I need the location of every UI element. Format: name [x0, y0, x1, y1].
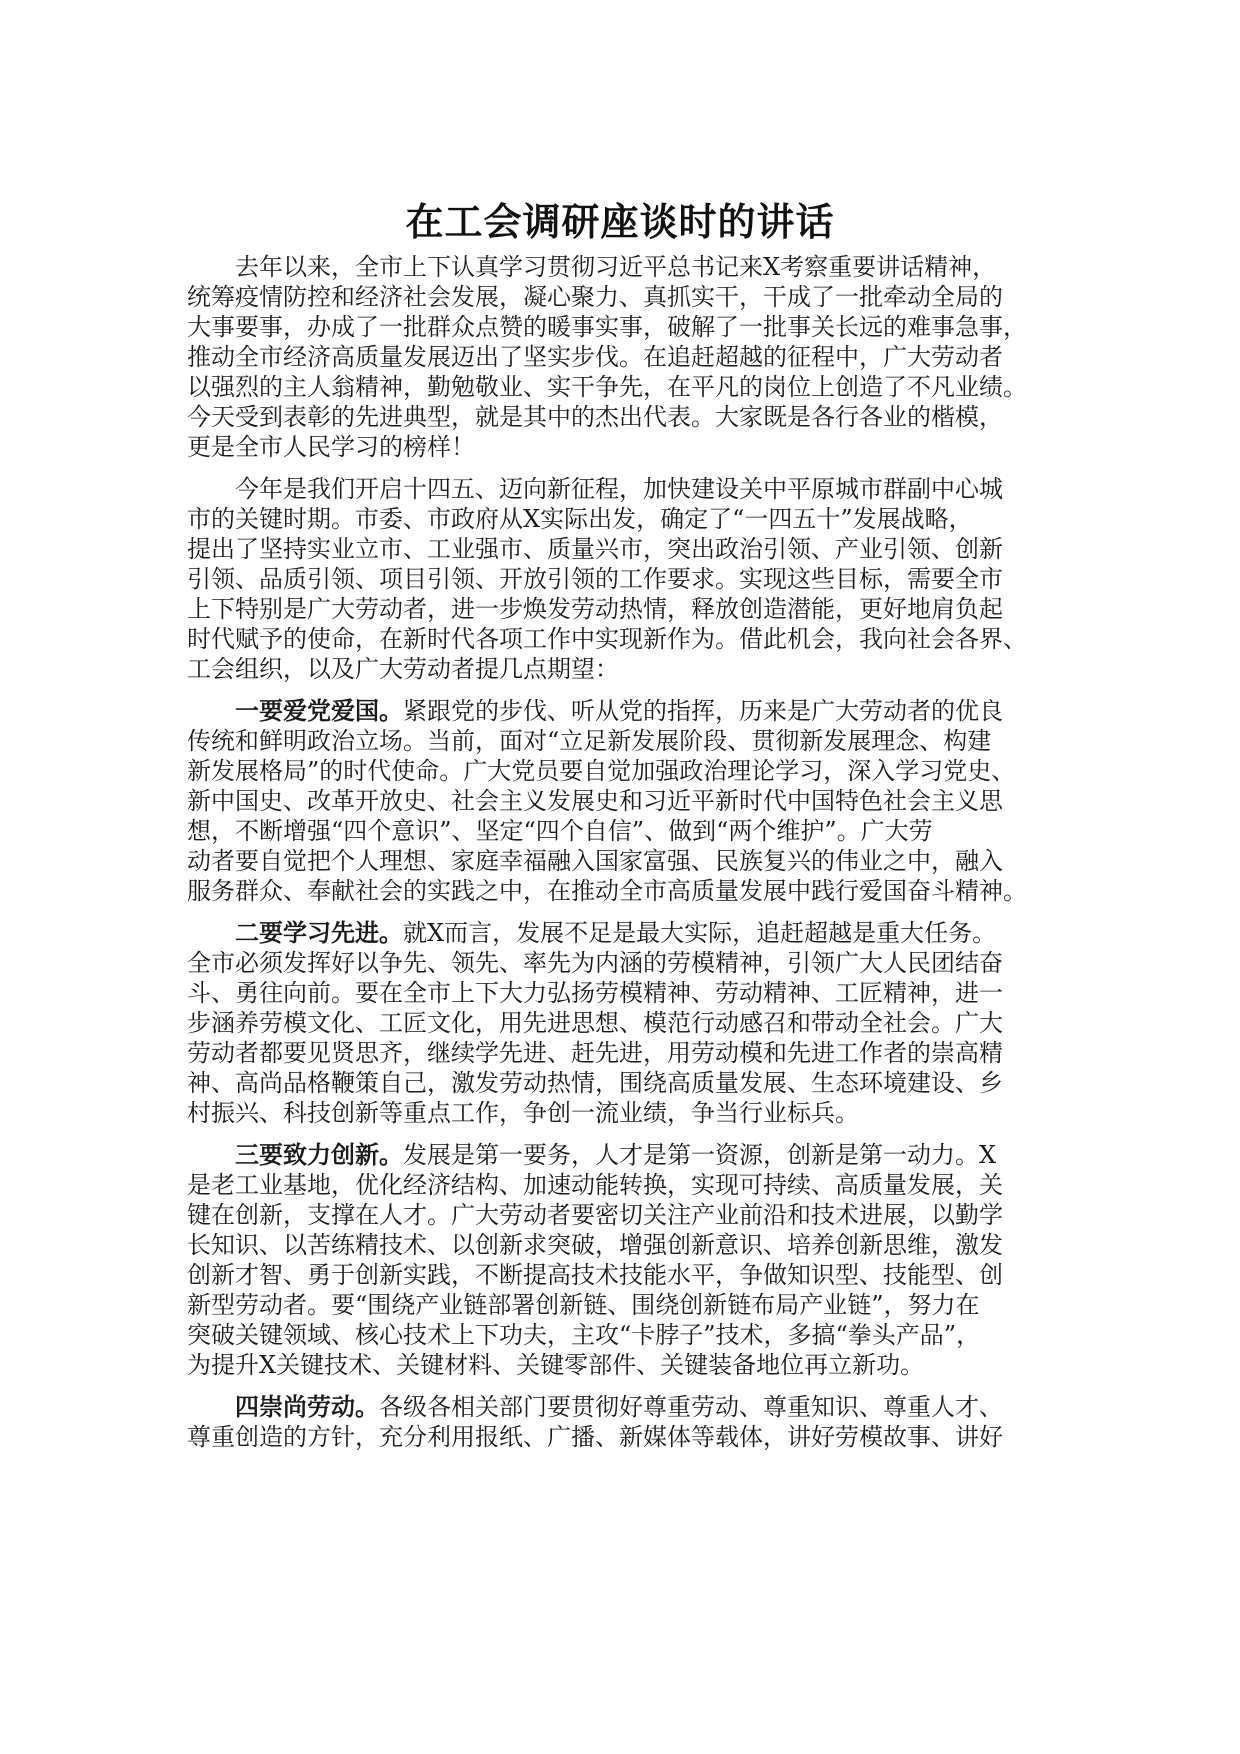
paragraph-line [187, 696, 1051, 726]
paragraph-line: 突破关键领域、核心技术上下功夫，主攻“卡脖子”技术，多搞“拳头产品”， [187, 1321, 981, 1349]
paragraph-line: 提出了坚持实业立市、工业强市、质量兴市，突出政治引领、产业引领、创新 [187, 535, 1003, 563]
paragraph-line: 传统和鲜明政治立场。当前，面对“立足新发展阶段、贯彻新发展理念、构建 [187, 727, 992, 755]
paragraph-line: 长知识、以苦练精技术、以创新求突破，增强创新意识、培养创新思维，激发 [187, 1231, 1003, 1259]
paragraph-line: 去年以来，全市上下认真学习贯彻习近平总书记来X考察重要讲话精神， [235, 253, 997, 281]
paragraph-line: 服务群众、奉献社会的实践之中，在推动全市高质量发展中践行爱国奋斗精神。 [187, 877, 1027, 905]
paragraph-line: 动者要自觉把个人理想、家庭幸福融入国家富强、民族复兴的伟业之中，融入 [187, 847, 1003, 875]
paragraph-line: 尊重创造的方针，充分利用报纸、广播、新媒体等载体，讲好劳模故事、讲好 [187, 1423, 1003, 1451]
paragraph-line: 是老工业基地，优化经济结构、加速动能转换，实现可持续、高质量发展，关 [187, 1171, 1003, 1199]
paragraph-line [187, 918, 1051, 948]
paragraph-line: 引领、品质引领、项目引领、开放引领的工作要求。实现这些目标，需要全市 [187, 565, 1003, 593]
paragraph-line: 以强烈的主人翁精神，勤勉敬业、实干争先，在平凡的岗位上创造了不凡业绩。 [187, 373, 1027, 401]
paragraph-line-text: 紧跟党的步伐、听从党的指挥，历来是广大劳动者的优良 [403, 697, 1003, 725]
paragraph-line-text: 就X而言，发展不足是最大实际，追赶超越是重大任务。 [403, 919, 997, 947]
paragraph [187, 252, 1051, 462]
paragraph-line: 市的关键时期。市委、市政府从X实际出发，确定了“一四五十”发展战略， [187, 505, 973, 533]
paragraph-line: 步涵养劳模文化、工匠文化，用先进思想、模范行动感召和带动全社会。广大 [187, 1009, 1003, 1037]
paragraph-lead-heading: 三要致力创新。 [235, 1141, 403, 1169]
paragraph-lead-heading: 四崇尚劳动。 [235, 1393, 379, 1421]
paragraph-line: 键在创新，支撑在人才。广大劳动者要密切关注产业前沿和技术进展，以勤学 [187, 1201, 1003, 1229]
paragraph-line [187, 1392, 1051, 1422]
document-body [187, 252, 1051, 1464]
paragraph-line: 为提升X关键技术、关键材料、关键零部件、关键装备地位再立新功。 [187, 1351, 925, 1379]
paragraph-line: 时代赋予的使命，在新时代各项工作中实现新作为。借此机会，我向社会各界、 [187, 625, 1027, 653]
paragraph-line-text: 发展是第一要务，人才是第一资源，创新是第一动力。X [403, 1141, 997, 1169]
paragraph-line: 今天受到表彰的先进典型，就是其中的杰出代表。大家既是各行各业的楷模， [187, 403, 1003, 431]
paragraph [187, 918, 1051, 1128]
paragraph [187, 1140, 1051, 1380]
paragraph-line [187, 1140, 1051, 1170]
paragraph-line: 想，不断增强“四个意识”、坚定“四个自信”、做到“两个维护”。广大劳 [187, 817, 933, 845]
paragraph-line-text: 各级各相关部门要贯彻好尊重劳动、尊重知识、尊重人才、 [379, 1393, 1003, 1421]
paragraph-line: 劳动者都要见贤思齐，继续学先进、赶先进，用劳动模和先进工作者的崇高精 [187, 1039, 1003, 1067]
paragraph-line: 工会组织，以及广大劳动者提几点期望： [187, 655, 619, 683]
paragraph-line: 今年是我们开启十四五、迈向新征程，加快建设关中平原城市群副中心城 [235, 475, 1003, 503]
document-title: 在工会调研座谈时的讲话 [405, 200, 835, 244]
paragraph-line: 创新才智、勇于创新实践，不断提高技术技能水平，争做知识型、技能型、创 [187, 1261, 1003, 1289]
paragraph-line: 新发展格局”的时代使命。广大党员要自觉加强政治理论学习，深入学习党史、 [187, 757, 1016, 785]
paragraph-line: 上下特别是广大劳动者，进一步焕发劳动热情，释放创造潜能，更好地肩负起 [187, 595, 1003, 623]
paragraph-line: 新中国史、改革开放史、社会主义发展史和习近平新时代中国特色社会主义思 [187, 787, 1003, 815]
paragraph-line: 更是全市人民学习的榜样！ [187, 433, 475, 461]
paragraph-line: 推动全市经济高质量发展迈出了坚实步伐。在追赶超越的征程中，广大劳动者 [187, 343, 1003, 371]
paragraph-line: 村振兴、科技创新等重点工作，争创一流业绩，争当行业标兵。 [187, 1099, 859, 1127]
paragraph-line: 斗、勇往向前。要在全市上下大力弘扬劳模精神、劳动精神、工匠精神，进一 [187, 979, 1003, 1007]
paragraph [187, 696, 1051, 906]
paragraph-line: 全市必须发挥好以争先、领先、率先为内涵的劳模精神，引领广大人民团结奋 [187, 949, 1003, 977]
paragraph-line: 新型劳动者。要“围绕产业链部署创新链、围绕创新链布局产业链”，努力在 [187, 1291, 980, 1319]
paragraph-line: 统筹疫情防控和经济社会发展，凝心聚力、真抓实干，干成了一批牵动全局的 [187, 283, 1003, 311]
paragraph [187, 474, 1051, 684]
paragraph [187, 1392, 1051, 1452]
paragraph-lead-heading: 二要学习先进。 [235, 919, 403, 947]
paragraph-line: 神、高尚品格鞭策自己，激发劳动热情，围绕高质量发展、生态环境建设、乡 [187, 1069, 1003, 1097]
paragraph-lead-heading: 一要爱党爱国。 [235, 697, 403, 725]
paragraph-line: 大事要事，办成了一批群众点赞的暖事实事，破解了一批事关长远的难事急事， [187, 313, 1027, 341]
